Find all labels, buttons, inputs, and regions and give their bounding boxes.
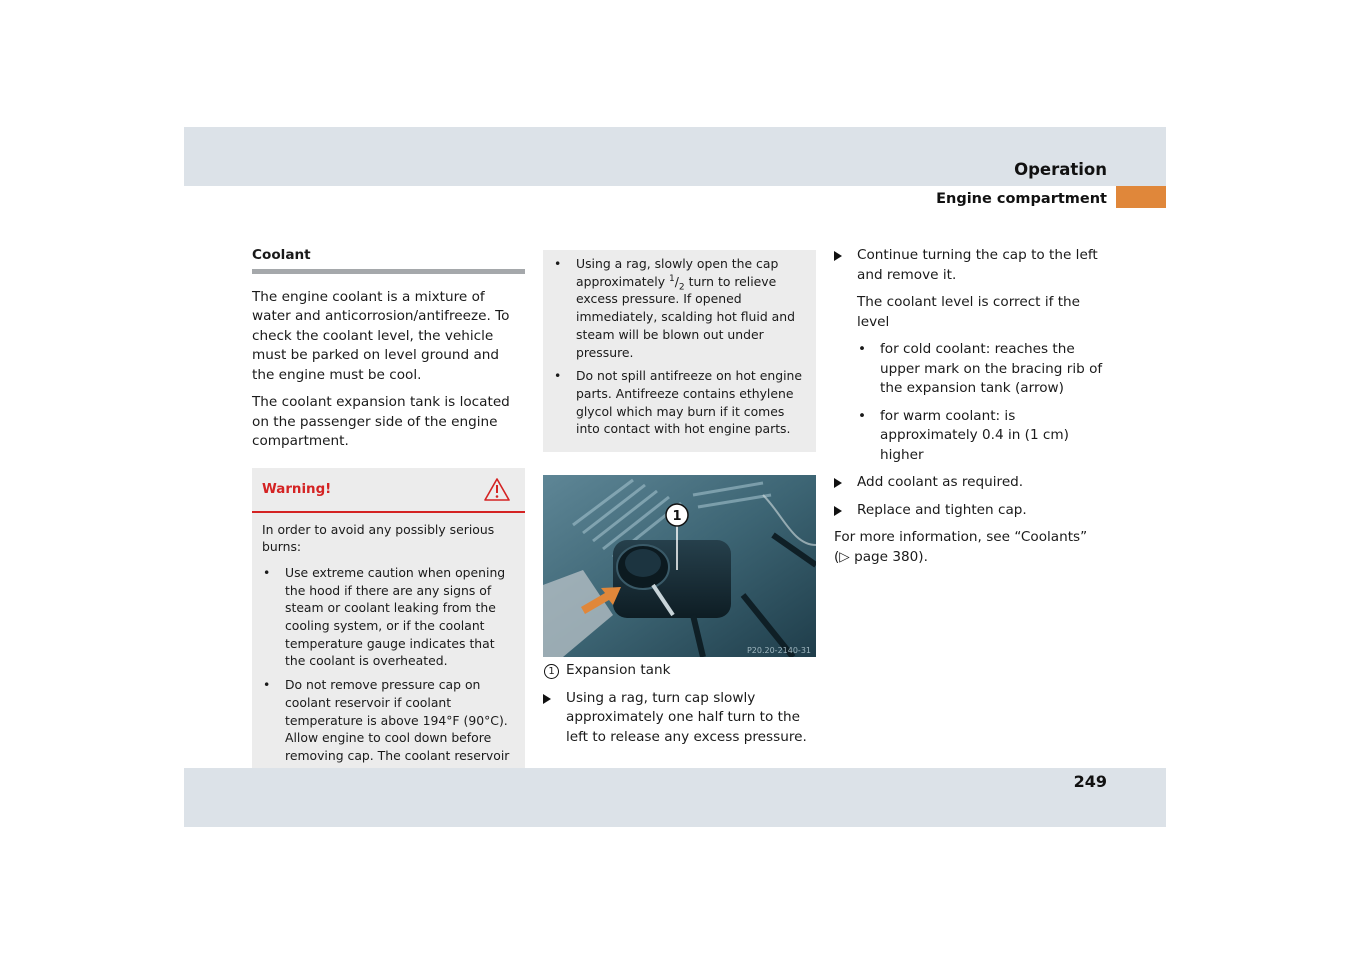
fraction-separator: / bbox=[674, 273, 679, 289]
step-text: Using a rag, turn cap slowly approximately one half turn to the left to release any excess pressure. bbox=[566, 689, 807, 745]
caution-item bbox=[553, 255, 806, 361]
caution-list bbox=[553, 255, 806, 438]
photo-callout: 1 bbox=[672, 509, 682, 525]
coolant-heading: Coolant bbox=[252, 246, 525, 274]
step-arrow-icon bbox=[834, 251, 842, 261]
step-item bbox=[834, 473, 1109, 493]
step-item bbox=[834, 501, 1109, 521]
warning-label: Warning! bbox=[262, 481, 332, 497]
page-number: 249 bbox=[1073, 772, 1107, 791]
fraction-denominator: 2 bbox=[678, 282, 685, 293]
middle-column bbox=[543, 250, 816, 747]
page-reference-link[interactable]: (▷ page 380). bbox=[834, 548, 928, 565]
caution-item-text: turn to relieve excess pressure. If opened immediately, scalding hot fluid and steam will be blown out under pressure. bbox=[576, 273, 795, 360]
step-arrow-icon bbox=[543, 694, 551, 704]
level-item: • for warm coolant: is approximately 0.4 in (1 cm) higher bbox=[857, 407, 1109, 466]
caption-text: Expansion tank bbox=[566, 662, 671, 679]
step-arrow-icon bbox=[834, 506, 842, 516]
warning-intro: In order to avoid any possibly serious burns: bbox=[262, 521, 495, 555]
caution-item: • Do not spill antifreeze on hot engine parts. Antifreeze contains ethylene glycol which may burn if it comes into contact with hot engine parts. bbox=[553, 367, 806, 438]
footer-band bbox=[184, 768, 1166, 827]
step-arrow-icon bbox=[834, 478, 842, 488]
tank-location-paragraph: The coolant expansion tank is located on the passenger side of the engine compartment. bbox=[252, 394, 510, 449]
photo-caption bbox=[543, 661, 816, 681]
warning-box bbox=[252, 468, 525, 813]
warning-list bbox=[262, 564, 515, 800]
warning-triangle-icon bbox=[483, 477, 511, 502]
section-title: Operation bbox=[1014, 160, 1107, 179]
step-item bbox=[543, 689, 816, 748]
right-column bbox=[834, 246, 1109, 567]
caution-item-text: Using a rag, slowly open the cap approximately bbox=[576, 256, 779, 289]
caution-box bbox=[543, 250, 816, 452]
fraction-numerator: 1 bbox=[668, 273, 675, 284]
step-item bbox=[834, 246, 1109, 285]
warning-item: • Use extreme caution when opening the hood if there are any signs of steam or coolant leaking from the cooling system, or if the coolant temperature gauge indicates that the coolant is overheated. bbox=[262, 564, 515, 670]
warning-item: • Do not remove pressure cap on coolant reservoir if coolant temperature is above 194°F (90°C). Allow engine to cool down before removing cap. The coolant reservoir bbox=[262, 676, 515, 800]
left-column bbox=[252, 246, 525, 812]
more-info-text: For more information, see “Coolants” bbox=[834, 529, 1088, 545]
step-text: Replace and tighten cap. bbox=[857, 501, 1027, 518]
level-intro: The coolant level is correct if the level bbox=[857, 294, 1081, 330]
subsection-title: Engine compartment bbox=[936, 191, 1107, 207]
more-info bbox=[834, 528, 1109, 567]
step-text: Add coolant as required. bbox=[857, 474, 1024, 490]
callout-number-icon: 1 bbox=[544, 664, 559, 679]
warning-header bbox=[252, 468, 525, 513]
level-item: • for cold coolant: reaches the upper mark on the bracing rib of the expansion tank (arrow) bbox=[857, 340, 1109, 399]
chapter-tab bbox=[1116, 186, 1166, 208]
warning-body bbox=[252, 513, 525, 801]
step-text: Continue turning the cap to the left and remove it. bbox=[857, 247, 1098, 283]
intro-paragraph: The engine coolant is a mixture of water and anticorrosion/antifreeze. To check the coolant level, the vehicle must be parked on level ground and the engine must be cool. bbox=[252, 288, 510, 383]
photo-code: P20.20-2140-31 bbox=[746, 646, 811, 656]
level-list bbox=[834, 340, 1109, 465]
expansion-tank-photo bbox=[543, 475, 816, 657]
